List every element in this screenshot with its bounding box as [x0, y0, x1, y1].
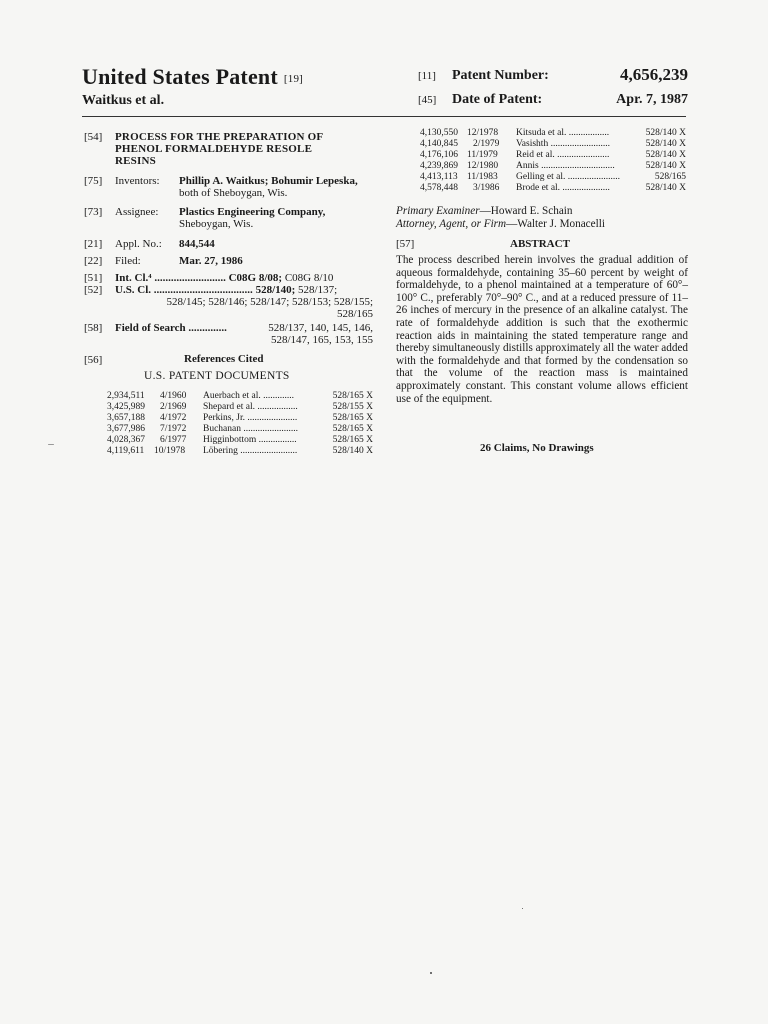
filed-code: [22] — [84, 255, 103, 267]
assignee-label: Assignee: — [115, 206, 159, 218]
inventors-line-2: both of Sheboygan, Wis. — [179, 187, 288, 199]
inventors-line-1: Phillip A. Waitkus; Bohumir Lepeska, — [179, 175, 358, 187]
title-line-2: PHENOL FORMALDEHYDE RESOLE — [115, 143, 313, 155]
appl-number: 844,544 — [179, 238, 215, 250]
assignee-line-1: Plastics Engineering Company, — [179, 206, 326, 218]
patent-number: 4,656,239 — [620, 65, 688, 84]
refs-title: References Cited — [184, 353, 264, 365]
patent-office-title: United States Patent [19] — [82, 64, 304, 89]
search-line-2: 528/147, 165, 153, 155 — [270, 334, 373, 346]
search-code: [58] — [84, 322, 103, 334]
date-of-patent-row: [45] Date of Patent: Apr. 7, 1987 — [418, 92, 688, 107]
title-line-1: PROCESS FOR THE PREPARATION OF — [115, 131, 324, 143]
scan-speck — [430, 972, 432, 974]
patent-page: United States Patent [19] Waitkus et al. [11] Patent Number: 4,656,239 [45] Date of Patent: Apr. 7, 1987 [54] PROCESS FOR THE PREPARATION OF PHENOL FORMALDEHYDE RESOLE RESINS [75] Inventors: Phillip A. Waitkus; Bohumir Lepeska, both of Sheboygan, Wis. [73] Assignee: Plastics Engineering Company, Sheboygan, Wis. [21] Appl. No.: 844,544 [22] Filed: Mar. 27, 1986 [51] Int. Cl.⁴ .......................... C08G 8/08; C08G 8/10 [52] U.S. Cl. .................................... 528/140; 528/137; 528/145; 528/146; 528/147; 528/153; 528/155; 528/165 [58] Field of Search .............. 528/137, 140, 145, 146, 528/147, 165, 153, 155 [56] References Cited U.S. PATENT DOCUMENTS 2,934,511 4/1960 Auerbach et al. ............. 528/165 X 3,425,989 2/1969 Shepard et al. ................. 528/155 X 3,657,188 4/1972 Perkins, Jr. ..................... 528/165 X 3,677,986 7/1972 Buchanan ....................... 528/165 X 4,028,367 6/1977 Higginbottom ................ 528/165 X 4,119,611 10/1978 Löbering ........................ 528/140 X 4,130,550 12/1978 Kitsuda et al. ................. 528/140 X 4,140,845 2/1979 Vasishth ......................... 528/140 X 4,176,106 11/1979 Reid et al. ...................... 528/140 X 4,239,869 12/1980 Annis ............................... 528/140 X 4,413,113 11/1983 Gelling et al. ...................... 528/165 4,578,448 3/1986 Brode et al. .................... 528/140 X Primary Examiner—Howard E. Schain Attorney, Agent, or Firm—Walter J. Monacelli [57] ABSTRACT The process described herein involves the gradual addition of aqueous formaldehyde, containing 35–60 percent by weight of formaldehyde, to a phenol maintained at a temperature of 60°–100° C., preferably 70°–90° C., and at a reduced pressure of 11–26 inches of mercury in the presence of an alkaline catalyst. The rate of formaldehyde addition is such that the exothermic reaction aids in maintaining the stated temperature range and thereby simultaneously distills approximately all the water added with the formaldehyde and that formed by the condensation so that the volume of the reaction mass is maintained approximately constant. This constant volume allows efficient use of the equipment. 26 Claims, No Drawings — [0, 0, 768, 1024]
claims-summary: 26 Claims, No Drawings — [480, 442, 594, 454]
filed-date: Mar. 27, 1986 — [179, 255, 243, 267]
search-line-1: 528/137, 140, 145, 146, — [268, 322, 373, 334]
intcl-main: C08G 8/08; — [228, 272, 283, 284]
title-inid-code: [19] — [283, 73, 304, 85]
abstract-text: The process described herein involves the gradual addition of aqueous formaldehyde, containing 35–60 percent by weight of formaldehyde, to a phenol maintained at a temperature of 60°–100° C., preferably 70°–90° C., and at a reduced pressure of 11–26 inches of mercury in the presence of an alkaline catalyst. The rate of formaldehyde addition is such that the exothermic reaction aids in maintaining the stated temperature range and thereby simultaneously distills approximately all the water added with the formaldehyde and that formed by the condensation so that the volume of the reaction mass is maintained approximately constant. This constant volume allows efficient use of the equipment. — [396, 254, 688, 405]
uscl-line-3: 528/165 — [336, 308, 373, 320]
assignee-code: [73] — [84, 206, 103, 218]
assignee-line-2: Sheboygan, Wis. — [179, 218, 254, 230]
uscl-main: 528/140; — [255, 284, 296, 296]
attorney: Attorney, Agent, or Firm—Walter J. Monacelli — [396, 218, 605, 230]
inventors-short: Waitkus et al. — [82, 93, 165, 108]
title-line-3: RESINS — [115, 155, 156, 167]
scan-speck — [48, 444, 54, 445]
appl-code: [21] — [84, 238, 103, 250]
title-code: [54] — [84, 131, 103, 143]
refs-subtitle: U.S. PATENT DOCUMENTS — [144, 370, 290, 382]
scan-speck — [522, 908, 523, 909]
appl-label: Appl. No.: — [115, 238, 162, 250]
primary-examiner: Primary Examiner—Howard E. Schain — [396, 205, 573, 217]
uscl-code: [52] — [84, 284, 103, 296]
intcl-row: Int. Cl.⁴ .......................... C08G 8/08; C08G 8/10 — [115, 272, 334, 284]
abstract-code: [57] — [396, 238, 415, 250]
inventors-label: Inventors: — [115, 175, 160, 187]
uscl-line-2: 528/145; 528/146; 528/147; 528/153; 528/155; — [166, 296, 373, 308]
filed-label: Filed: — [115, 255, 141, 267]
abstract-title: ABSTRACT — [510, 238, 570, 250]
header-divider — [82, 116, 686, 117]
date-of-patent: Apr. 7, 1987 — [616, 92, 688, 107]
patent-number-row: [11] Patent Number: 4,656,239 — [418, 65, 688, 84]
intcl-code: [51] — [84, 272, 103, 284]
refs-code: [56] — [84, 354, 103, 366]
uscl-row: U.S. Cl. .................................... 528/140; 528/137; — [115, 284, 338, 296]
search-label: Field of Search .............. — [115, 322, 227, 334]
inventors-code: [75] — [84, 175, 103, 187]
